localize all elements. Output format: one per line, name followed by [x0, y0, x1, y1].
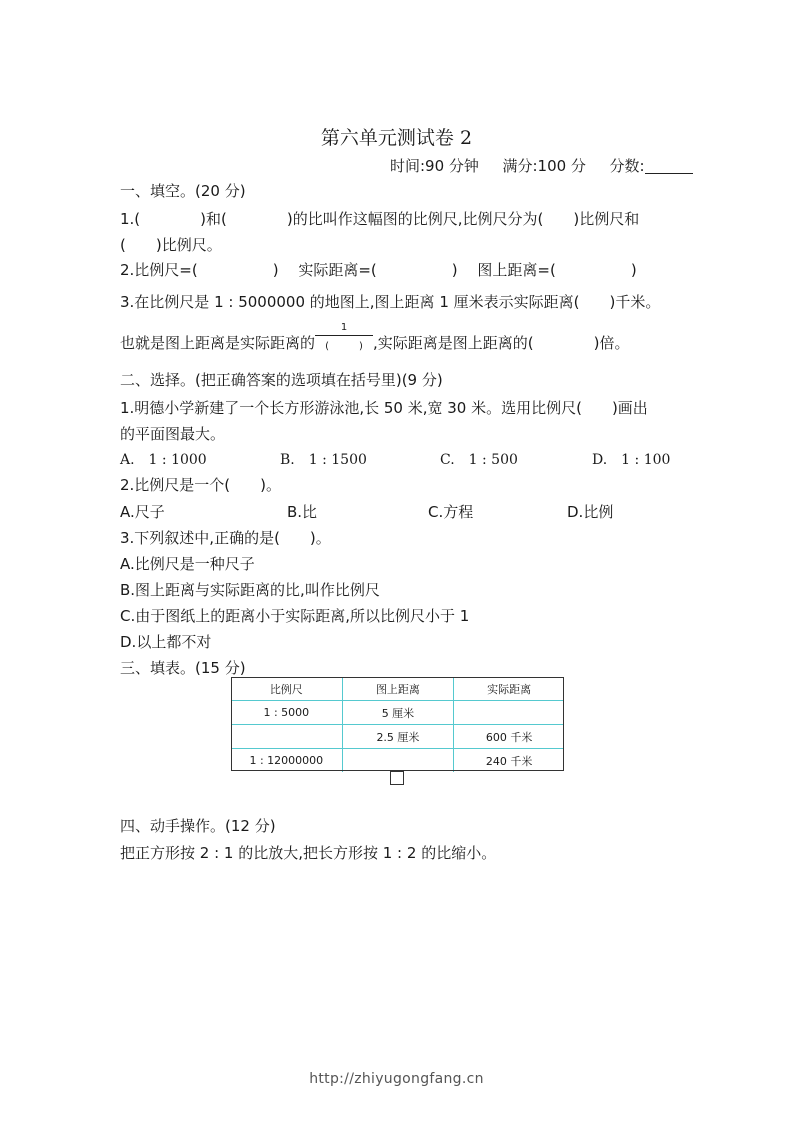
- table-cell: 600 千米: [454, 725, 564, 749]
- s1-q1-line1: 1.( )和( )的比叫作这幅图的比例尺,比例尺分为( )比例尺和: [120, 210, 640, 228]
- s4-instruction: 把正方形按 2 : 1 的比放大,把长方形按 1 : 2 的比缩小。: [120, 844, 497, 862]
- section1-heading: 一、填空。(20 分): [120, 182, 246, 200]
- s2-q2-option-d: D.比例: [567, 503, 614, 521]
- s1-q1-line2: ( )比例尺。: [120, 236, 222, 254]
- s2-q2-option-b: B.比: [287, 503, 318, 521]
- s1-q3-line2-a: 也就是图上距离是实际距离的: [120, 334, 316, 352]
- full-score: 满分:100 分: [502, 157, 586, 175]
- exam-meta: [390, 155, 693, 176]
- s2-q3-option-d: D.以上都不对: [120, 633, 212, 651]
- score-label: 分数:: [609, 157, 645, 175]
- s2-q1-option-b: B. 1 : 1500: [280, 452, 367, 468]
- page-title: 第六单元测试卷 2: [320, 127, 473, 149]
- s2-q1-line1: 1.明德小学新建了一个长方形游泳池,长 50 米,宽 30 米。选用比例尺( )画出: [120, 399, 648, 417]
- s2-q3-option-c: C.由于图纸上的距离小于实际距离,所以比例尺小于 1: [120, 607, 470, 625]
- table-resize-handle[interactable]: [390, 771, 404, 785]
- time-limit: 时间:90 分钟: [390, 157, 479, 175]
- table-cell: 1 : 12000000: [231, 749, 342, 773]
- fraction-denominator: ( ): [325, 341, 363, 352]
- s2-q1-option-d: D. 1 : 100: [592, 452, 671, 468]
- table-border: [231, 677, 564, 771]
- footer-url[interactable]: http://zhiyugongfang.cn: [309, 1071, 484, 1087]
- s2-q1-option-a: A. 1 : 1000: [120, 452, 207, 468]
- s1-q3-line1: 3.在比例尺是 1 : 5000000 的地图上,图上距离 1 厘米表示实际距离( )千米。: [120, 293, 661, 311]
- table-cell: 240 千米: [485, 754, 533, 768]
- s2-q2-option-c: C.方程: [428, 503, 474, 521]
- table-header: 图上距离: [342, 677, 454, 701]
- fraction-numerator: 1: [340, 322, 348, 333]
- s1-q3-line2: [120, 322, 630, 353]
- s2-q2-option-a: A.尺子: [120, 503, 165, 521]
- s2-q3-option-a: A.比例尺是一种尺子: [120, 555, 255, 573]
- section2-heading: 二、选择。(把正确答案的选项填在括号里)(9 分): [120, 371, 443, 389]
- s2-q3-option-b: B.图上距离与实际距离的比,叫作比例尺: [120, 581, 380, 599]
- s2-q3: 3.下列叙述中,正确的是( )。: [120, 529, 331, 547]
- section3-heading: 三、填表。(15 分): [120, 659, 246, 677]
- s2-q1-option-c: C. 1 : 500: [440, 452, 518, 468]
- s2-q1-line2: 的平面图最大。: [120, 425, 226, 443]
- table-header: 实际距离: [454, 677, 564, 701]
- table-header: 比例尺: [231, 677, 342, 701]
- score-blank[interactable]: [645, 157, 693, 174]
- s2-q2: 2.比例尺是一个( )。: [120, 476, 282, 494]
- table-cell: 5 厘米: [342, 701, 454, 725]
- s1-q2: 2.比例尺=( ) 实际距离=( ) 图上距离=( ): [120, 261, 637, 279]
- fraction-bar: [315, 335, 373, 336]
- table-cell: 1 : 5000: [231, 701, 342, 725]
- section4-heading: 四、动手操作。(12 分): [120, 817, 276, 835]
- table-cell: 2.5 厘米: [342, 725, 454, 749]
- s1-q3-line2-b: ,实际距离是图上距离的( )倍。: [373, 334, 630, 352]
- fraction: [315, 322, 373, 352]
